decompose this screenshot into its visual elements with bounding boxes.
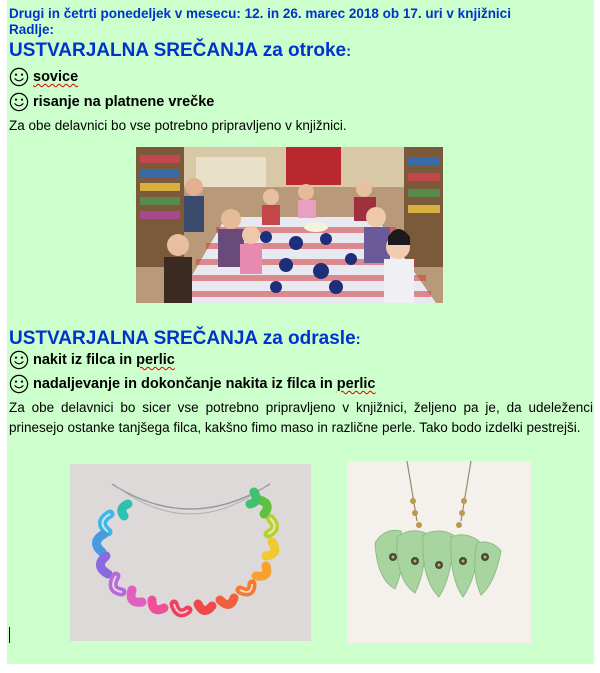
smiley-icon (9, 374, 29, 394)
smiley-icon (9, 350, 29, 370)
smiley-icon (9, 92, 29, 112)
kids-title-text: USTVARJALNA SREČANJA za otroke (9, 40, 347, 61)
adults-item1-text: nakit iz filca in (33, 352, 137, 368)
kids-item-label: sovice (33, 69, 79, 85)
mint-necklace-photo (347, 461, 531, 643)
document-page (7, 0, 594, 664)
adults-item-finish-jewelry (9, 374, 375, 394)
adults-item1-underlined: perlic (136, 352, 175, 368)
kids-item-bags (9, 92, 214, 112)
adults-title-text: USTVARJALNA SREČANJA za odrasle (9, 328, 356, 349)
adults-section-title (9, 328, 361, 350)
kids-note: Za obe delavnici bo vse potrebno pripravljeno v knjižnici. (9, 118, 347, 133)
adults-note: Za obe delavnici bo sicer vse potrebno pripravljeno v knjižnici, željeno pa je, da udeleženci prinesejo ostanke tanjšega filca, kakšno fimo maso in različne perle. Tako bodo izdelki pestrejši. (9, 400, 593, 435)
kids-section-title (9, 40, 351, 62)
smiley-icon (9, 67, 29, 87)
rainbow-necklace-photo (70, 464, 311, 641)
event-header (9, 6, 592, 38)
adults-item2-text: nadaljevanje in dokončanje nakita iz filca in (33, 376, 337, 392)
event-location-line: Radlje: (9, 22, 55, 37)
kids-item-owls (9, 67, 78, 87)
kids-item-label: risanje na platnene vrečke (33, 94, 215, 110)
adults-item2-underlined: perlic (336, 376, 376, 392)
text-cursor (9, 627, 10, 643)
kids-workshop-photo (136, 147, 443, 303)
adults-title-colon: : (355, 331, 361, 348)
adults-item-felt-jewelry (9, 350, 175, 370)
kids-title-colon: : (346, 43, 352, 60)
event-date-line: Drugi in četrti ponedeljek v mesecu: 12. in 26. marec 2018 ob 17. uri v knjižnici (9, 6, 511, 21)
